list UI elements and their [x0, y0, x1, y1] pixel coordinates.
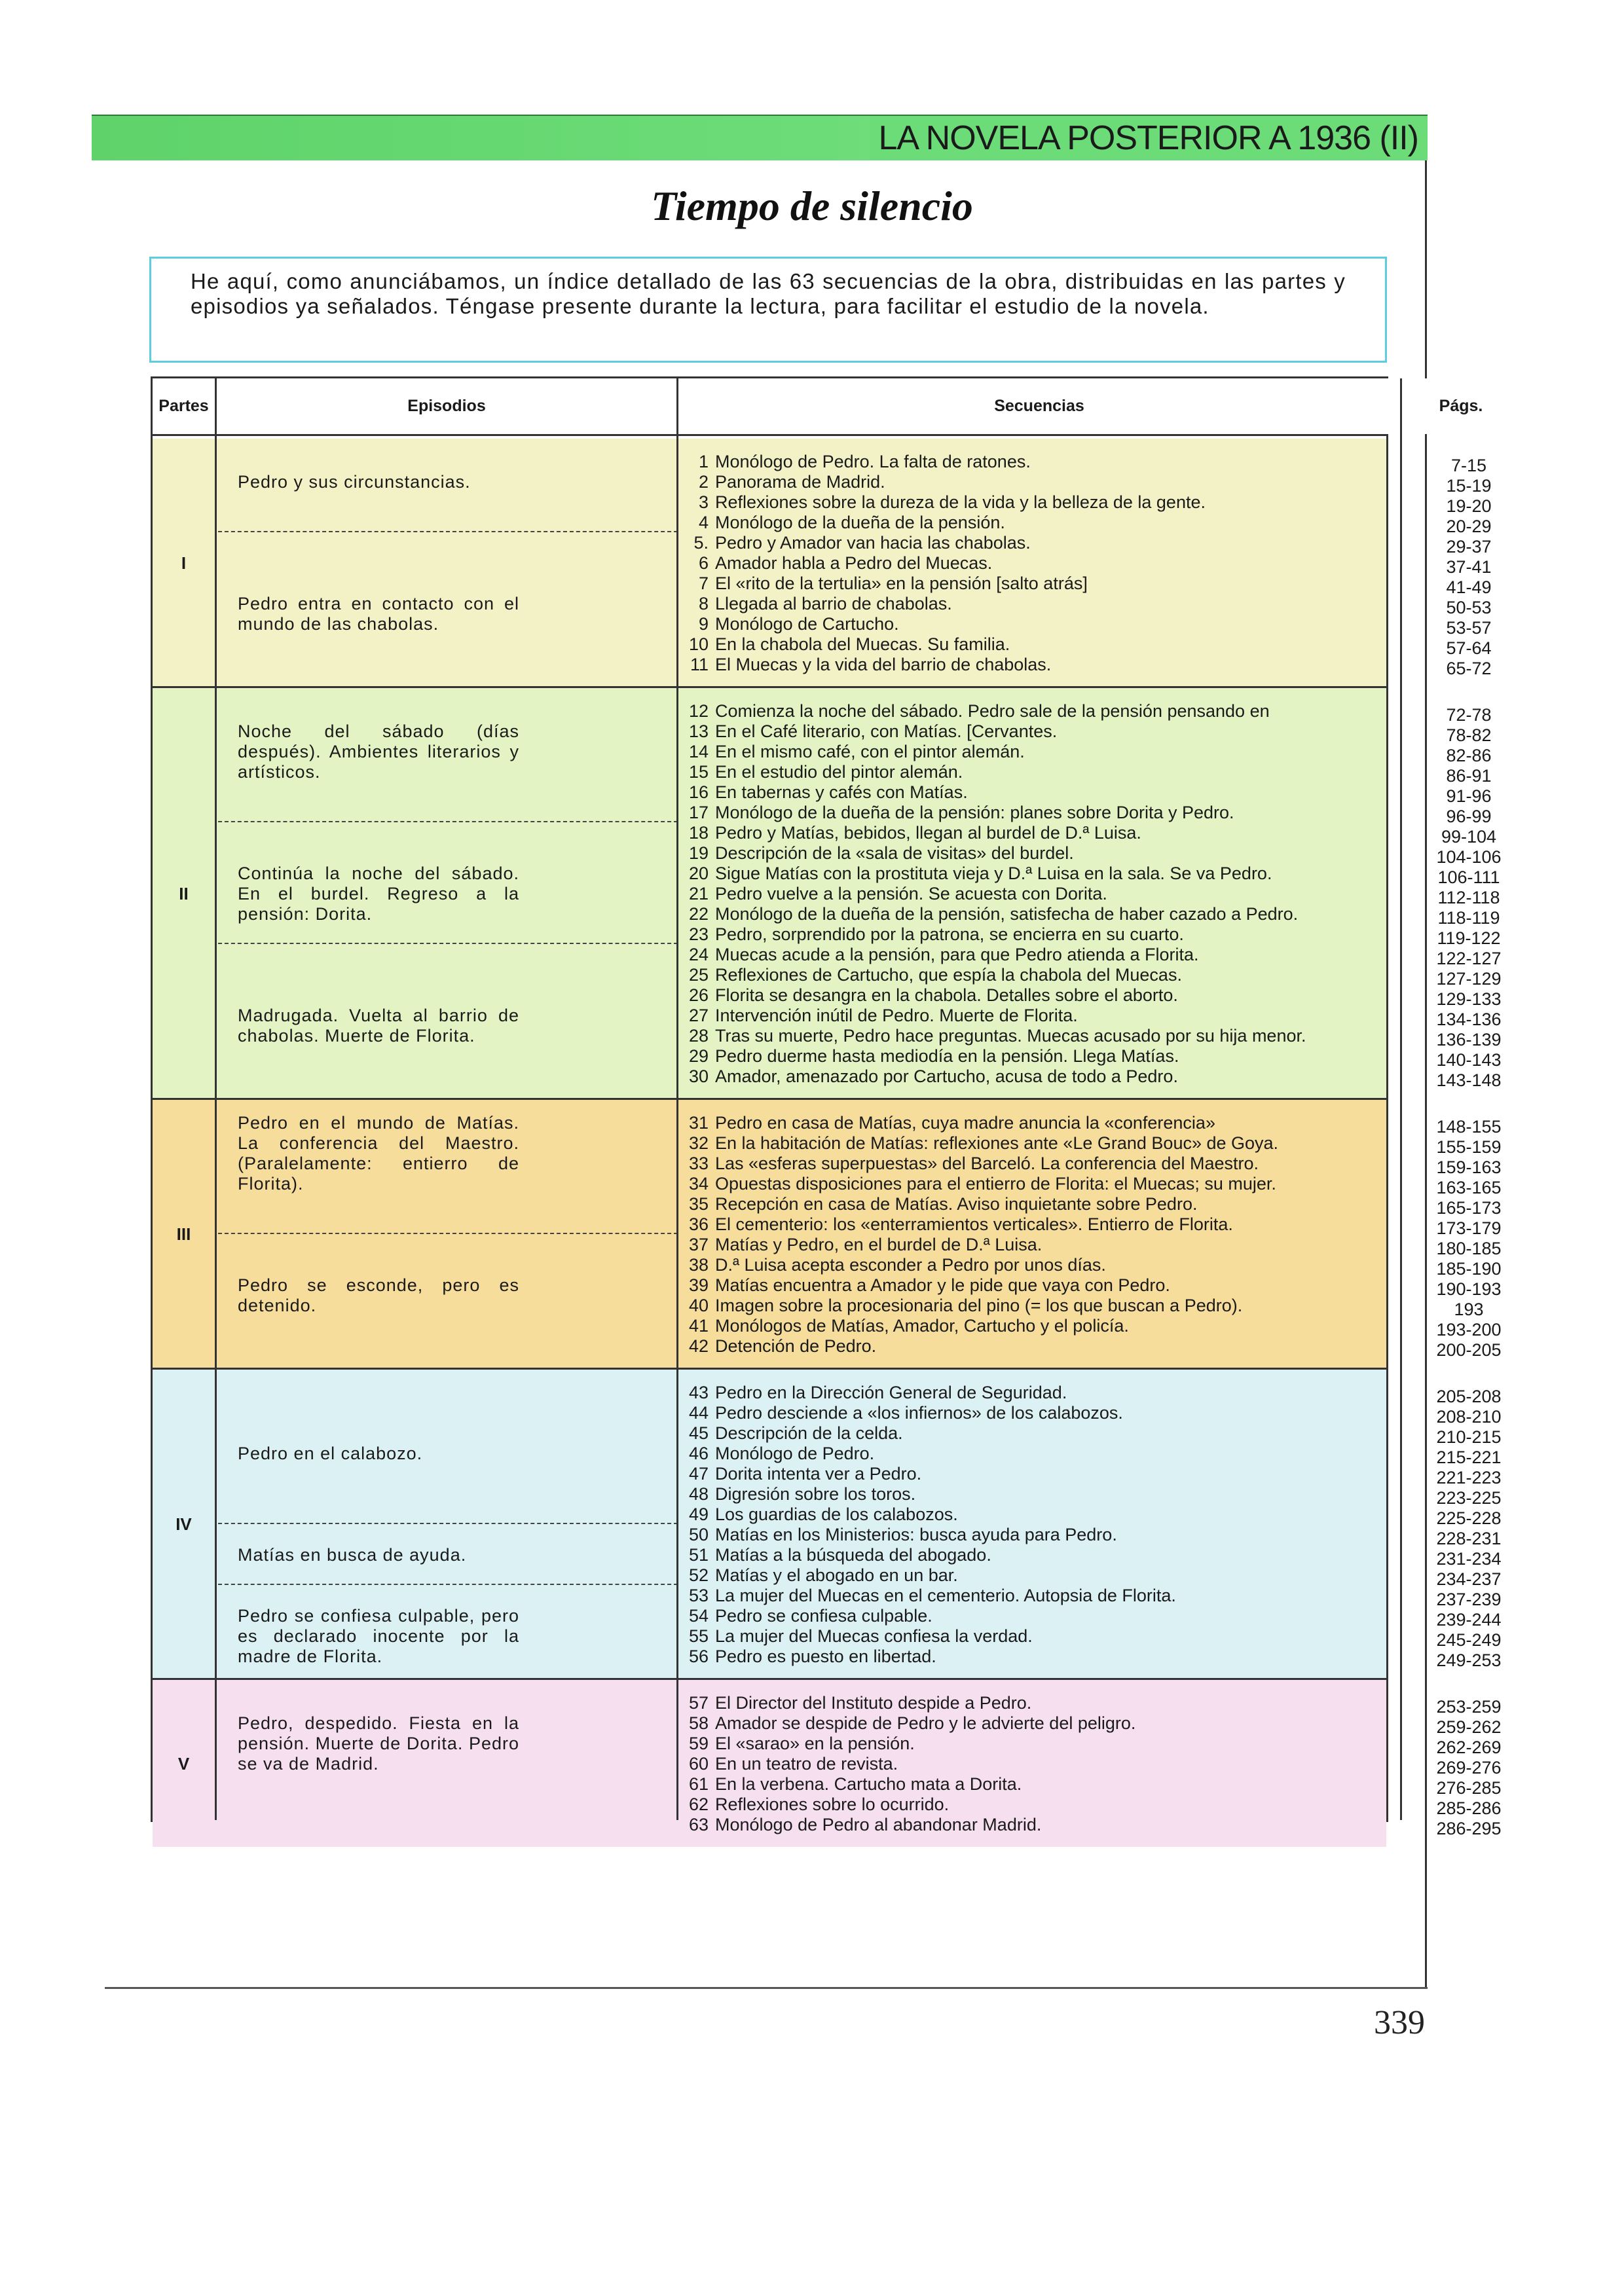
sequence-row — [673, 884, 1403, 904]
sequence-row — [673, 1606, 1403, 1626]
sequence-text: Dorita intenta ver a Pedro. — [715, 1464, 922, 1484]
sequence-number: 9 — [698, 614, 709, 634]
sequence-text: Monólogo de Pedro. La falta de ratones. — [715, 452, 1031, 471]
sequence-text: Intervención inútil de Pedro. Muerte de Florita. — [715, 1006, 1078, 1025]
sequence-text: Los guardias de los calabozos. — [715, 1504, 958, 1524]
sequence-row — [673, 1586, 1403, 1606]
section-title: LA NOVELA POSTERIOR A 1936 (II) — [870, 116, 1428, 160]
sequence-text: Sigue Matías con la prostituta vieja y D.ª Luisa en la sala. Se va Pedro. — [715, 864, 1272, 883]
episode-separator — [218, 1584, 678, 1585]
sequence-pages: 20-29 — [1446, 517, 1492, 536]
sequence-number: 32 — [688, 1133, 709, 1153]
sequence-number: 11 — [690, 655, 709, 674]
sequence-pages: 159-163 — [1436, 1157, 1502, 1177]
sequence-pages: 134-136 — [1436, 1010, 1502, 1029]
part-label: V — [177, 1753, 190, 1774]
sequence-text: Muecas acude a la pensión, para que Pedro atienda a Florita. — [715, 945, 1199, 964]
sequence-pages: 205-208 — [1436, 1387, 1502, 1406]
sequence-number: 23 — [688, 924, 709, 944]
sequence-text: D.ª Luisa acepta esconder a Pedro por unos días. — [715, 1255, 1106, 1275]
sequence-number: 22 — [688, 904, 709, 924]
episode-text: Madrugada. Vuelta al barrio de chabolas. Muerte de Florita. — [238, 1006, 519, 1046]
sequence-number: 35 — [688, 1194, 709, 1214]
sequence-text: Reflexiones sobre la dureza de la vida y la belleza de la gente. — [715, 492, 1206, 512]
sequence-text: Comienza la noche del sábado. Pedro sale de la pensión pensando en — [715, 701, 1270, 721]
sequence-number: 27 — [688, 1006, 709, 1025]
sequence-text: Monólogo de la dueña de la pensión: planes sobre Dorita y Pedro. — [715, 803, 1234, 822]
sequence-number: 15 — [688, 762, 709, 782]
intro-text: He aquí, como anunciábamos, un índice detallado de las 63 secuencias de la obra, distribuidas en las partes y episodios ya señalados. Téngase presente durante la lectura, para facilitar el estudio de la novela. — [191, 269, 1346, 318]
header-secuencias: Secuencias — [678, 378, 1400, 434]
sequence-pages: 286-295 — [1436, 1819, 1502, 1838]
sequence-pages: 193-200 — [1436, 1320, 1502, 1339]
sequence-pages: 112-118 — [1437, 888, 1500, 907]
sequence-text: Matías encuentra a Amador y le pide que vaya con Pedro. — [715, 1275, 1170, 1295]
page-number: 339 — [1374, 2004, 1425, 2041]
sequence-pages: 78-82 — [1446, 725, 1492, 745]
sequence-number: 12 — [688, 701, 709, 721]
sequence-pages: 269-276 — [1436, 1758, 1502, 1777]
sequence-row — [673, 1296, 1403, 1316]
sequence-number: 2 — [698, 472, 709, 492]
sequence-row — [673, 655, 1403, 675]
sequence-pages: 91-96 — [1446, 786, 1492, 806]
sequence-text: El Muecas y la vida del barrio de chabolas. — [715, 655, 1052, 674]
sequence-pages: 262-269 — [1436, 1738, 1502, 1757]
sequence-row — [673, 864, 1403, 884]
sequence-row — [673, 803, 1403, 823]
sequence-number: 52 — [688, 1565, 709, 1585]
sequence-number: 24 — [688, 945, 709, 964]
page-title: Tiempo de silencio — [651, 183, 973, 229]
sequence-row — [673, 634, 1403, 655]
sequence-row — [673, 1423, 1403, 1444]
sequence-row — [673, 513, 1403, 533]
sequence-pages: 65-72 — [1446, 659, 1492, 678]
episode-text: Pedro se confiesa culpable, pero es declarado inocente por la madre de Florita. — [238, 1606, 519, 1666]
sequence-row — [673, 823, 1403, 843]
sequence-text: Matías y Pedro, en el burdel de D.ª Luisa. — [715, 1235, 1043, 1254]
sequence-row — [673, 843, 1403, 864]
sequence-text: El Director del Instituto despide a Pedro. — [715, 1693, 1032, 1713]
part-label: III — [176, 1224, 191, 1244]
sequence-pages: 136-139 — [1436, 1030, 1502, 1049]
sequence-text: En la chabola del Muecas. Su familia. — [715, 634, 1010, 654]
sequence-pages: 228-231 — [1436, 1529, 1502, 1548]
sequence-number: 8 — [698, 594, 709, 613]
sequence-number: 10 — [688, 634, 709, 654]
sequence-number: 39 — [688, 1275, 709, 1295]
sequence-text: Pedro y Matías, bebidos, llegan al burdel de D.ª Luisa. — [715, 823, 1141, 843]
sequence-number: 1 — [698, 452, 709, 471]
sequence-number: 13 — [688, 721, 709, 741]
sequence-number: 41 — [688, 1316, 709, 1336]
sequence-pages: 118-119 — [1437, 908, 1500, 928]
episode-separator — [218, 821, 678, 822]
sequence-row — [673, 574, 1403, 594]
sequence-number: 17 — [688, 803, 709, 822]
sequence-row — [673, 1154, 1403, 1174]
sequence-text: Monólogos de Matías, Amador, Cartucho y el policía. — [715, 1316, 1129, 1336]
sequence-number: 25 — [688, 965, 709, 985]
sequence-row — [673, 1774, 1403, 1795]
sequence-number: 5. — [693, 533, 709, 553]
sequence-text: Las «esferas superpuestas» del Barceló. La conferencia del Maestro. — [715, 1154, 1259, 1173]
sequence-row — [673, 985, 1403, 1006]
sequence-number: 28 — [688, 1026, 709, 1046]
sequence-pages: 200-205 — [1436, 1340, 1502, 1360]
header-divider — [153, 434, 1386, 436]
sequence-pages: 148-155 — [1436, 1117, 1502, 1137]
sequence-number: 31 — [688, 1113, 709, 1133]
episode-text: Pedro, despedido. Fiesta en la pensión. Muerte de Dorita. Pedro se va de Madrid. — [238, 1713, 519, 1774]
sequence-pages: 99-104 — [1441, 827, 1497, 847]
sequence-number: 3 — [698, 492, 709, 512]
sequence-text: En el Café literario, con Matías. [Cervantes. — [715, 721, 1058, 741]
sequence-text: Recepción en casa de Matías. Aviso inquietante sobre Pedro. — [715, 1194, 1198, 1214]
sequence-row — [673, 472, 1403, 492]
sequence-row — [673, 782, 1403, 803]
sequence-text: En el estudio del pintor alemán. — [715, 762, 963, 782]
sequence-pages: 41-49 — [1446, 577, 1492, 597]
sequence-row — [673, 614, 1403, 634]
sequence-row — [673, 1504, 1403, 1525]
sequence-number: 21 — [688, 884, 709, 903]
sequence-number: 53 — [688, 1586, 709, 1605]
sequence-row — [673, 762, 1403, 782]
sequence-row — [673, 1255, 1403, 1275]
episode-text: Continúa la noche del sábado. En el burdel. Regreso a la pensión: Dorita. — [238, 864, 519, 924]
sequence-text: Descripción de la celda. — [715, 1423, 903, 1443]
part-label: IV — [175, 1514, 192, 1534]
sequence-pages: 237-239 — [1436, 1590, 1502, 1609]
sequence-text: Opuestas disposiciones para el entierro de Florita: el Muecas; su mujer. — [715, 1174, 1276, 1194]
sequence-row — [673, 1174, 1403, 1194]
sequence-pages: 249-253 — [1436, 1650, 1502, 1670]
sequence-pages: 119-122 — [1437, 928, 1501, 948]
sequence-pages: 53-57 — [1446, 618, 1492, 638]
sequence-number: 4 — [698, 513, 709, 532]
sequence-pages: 57-64 — [1446, 638, 1492, 658]
sequence-pages: 173-179 — [1436, 1218, 1502, 1238]
sequence-row — [673, 1194, 1403, 1214]
sequence-pages: 234-237 — [1436, 1569, 1502, 1589]
sequence-number: 58 — [688, 1713, 709, 1733]
sequence-text: Reflexiones de Cartucho, que espía la chabola del Muecas. — [715, 965, 1182, 985]
sequence-text: Amador habla a Pedro del Muecas. — [715, 553, 993, 573]
sequence-row — [673, 1214, 1403, 1235]
column-divider — [1400, 378, 1402, 1820]
sequence-text: Pedro y Amador van hacia las chabolas. — [715, 533, 1031, 553]
sequence-row — [673, 1693, 1403, 1713]
sequence-pages: 155-159 — [1436, 1137, 1502, 1157]
episode-separator — [218, 1523, 678, 1524]
sequence-text: Monólogo de Pedro. — [715, 1444, 875, 1463]
sequence-number: 40 — [688, 1296, 709, 1315]
sequence-row — [673, 1403, 1403, 1423]
sequence-number: 7 — [698, 574, 709, 593]
sequence-pages: 180-185 — [1436, 1239, 1502, 1258]
sequence-row — [673, 1026, 1403, 1046]
sequence-text: Pedro en la Dirección General de Seguridad. — [715, 1383, 1067, 1402]
sequence-number: 55 — [688, 1626, 709, 1646]
sequence-row — [673, 945, 1403, 965]
sequence-row — [673, 533, 1403, 553]
sequence-pages: 104-106 — [1436, 847, 1502, 867]
episode-text: Pedro en el mundo de Matías. La conferencia del Maestro. (Paralelamente: entierro de Florita). — [238, 1113, 519, 1194]
sequence-number: 37 — [688, 1235, 709, 1254]
sequence-pages: 127-129 — [1436, 969, 1502, 989]
episode-text: Pedro y sus circunstancias. — [238, 472, 471, 492]
sequence-text: Detención de Pedro. — [715, 1336, 877, 1356]
sequence-row — [673, 1815, 1403, 1835]
sequence-number: 29 — [688, 1046, 709, 1066]
sequence-pages: 165-173 — [1436, 1198, 1502, 1218]
intro-box — [149, 257, 1387, 363]
sequence-row — [673, 1713, 1403, 1734]
sequence-number: 50 — [688, 1525, 709, 1544]
episode-text: Pedro se esconde, pero es detenido. — [238, 1275, 519, 1315]
sequence-pages: 50-53 — [1446, 598, 1492, 617]
episode-text: Matías en busca de ayuda. — [238, 1545, 467, 1565]
sequence-pages: 245-249 — [1436, 1630, 1502, 1650]
sequence-pages: 122-127 — [1436, 949, 1502, 968]
sequence-text: En la verbena. Cartucho mata a Dorita. — [715, 1774, 1022, 1794]
sequence-text: En tabernas y cafés con Matías. — [715, 782, 968, 802]
sequence-number: 62 — [688, 1795, 709, 1814]
episode-text: Pedro en el calabozo. — [238, 1444, 423, 1463]
sequence-pages: 276-285 — [1436, 1778, 1502, 1798]
sequence-pages: 210-215 — [1436, 1427, 1502, 1447]
sequence-pages: 190-193 — [1436, 1279, 1502, 1299]
sequence-row — [673, 553, 1403, 574]
sequence-number: 14 — [688, 742, 709, 761]
sequence-row — [673, 924, 1403, 945]
sequence-number: 20 — [688, 864, 709, 883]
sequence-number: 56 — [688, 1647, 709, 1666]
sequence-number: 34 — [688, 1174, 709, 1194]
sequence-number: 60 — [688, 1754, 709, 1774]
sequence-row — [673, 1795, 1403, 1815]
sequence-number: 46 — [688, 1444, 709, 1463]
sequence-text: Pedro es puesto en libertad. — [715, 1647, 936, 1666]
sequence-row — [673, 1565, 1403, 1586]
sequence-pages: 29-37 — [1446, 537, 1492, 556]
sequence-text: Matías en los Ministerios: busca ayuda para Pedro. — [715, 1525, 1117, 1544]
sequence-number: 61 — [688, 1774, 709, 1794]
sequence-number: 45 — [688, 1423, 709, 1443]
sequence-number: 38 — [688, 1255, 709, 1275]
sequence-row — [673, 1113, 1403, 1133]
sequence-row — [673, 1647, 1403, 1667]
sequence-text: Pedro duerme hasta mediodía en la pensión. Llega Matías. — [715, 1046, 1179, 1066]
sequence-number: 16 — [688, 782, 709, 802]
sequence-number: 57 — [688, 1693, 709, 1713]
sequence-pages: 96-99 — [1446, 807, 1492, 826]
sequence-row — [673, 492, 1403, 513]
header-pags: Págs. — [1402, 378, 1520, 434]
sequence-row — [673, 1484, 1403, 1504]
sequence-text: Pedro desciende a «los infiernos» de los calabozos. — [715, 1403, 1123, 1423]
sequence-text: La mujer del Muecas en el cementerio. Autopsia de Florita. — [715, 1586, 1176, 1605]
sequence-pages: 72-78 — [1446, 705, 1492, 725]
part-label: II — [179, 883, 189, 903]
sequence-text: El «rito de la tertulia» en la pensión [salto atrás] — [715, 574, 1088, 593]
sequence-number: 26 — [688, 985, 709, 1005]
sequence-pages: 19-20 — [1446, 496, 1492, 516]
sequence-number: 6 — [698, 553, 709, 573]
sequence-pages: 82-86 — [1446, 746, 1492, 765]
sequence-row — [673, 1066, 1403, 1087]
sequence-number: 44 — [688, 1403, 709, 1423]
sequence-pages: 86-91 — [1446, 766, 1492, 786]
sequence-text: Llegada al barrio de chabolas. — [715, 594, 952, 613]
header-episodios: Episodios — [217, 378, 676, 434]
sequence-row — [673, 904, 1403, 924]
sequence-text: Reflexiones sobre lo ocurrido. — [715, 1795, 950, 1814]
section-header-bar — [92, 115, 1428, 160]
episode-separator — [218, 943, 678, 944]
sequence-pages: 15-19 — [1446, 476, 1492, 496]
sequence-text: Monólogo de la dueña de la pensión, satisfecha de haber cazado a Pedro. — [715, 904, 1299, 924]
sequence-pages: 259-262 — [1436, 1717, 1502, 1737]
sequence-text: Panorama de Madrid. — [715, 472, 885, 492]
sequence-text: El cementerio: los «enterramientos verticales». Entierro de Florita. — [715, 1214, 1233, 1234]
sequence-text: Matías y el abogado en un bar. — [715, 1565, 958, 1585]
sequence-row — [673, 701, 1403, 721]
column-divider — [676, 378, 678, 1820]
sequence-number: 42 — [688, 1336, 709, 1356]
sequence-pages: 253-259 — [1436, 1697, 1502, 1717]
sequence-text: Monólogo de la dueña de la pensión. — [715, 513, 1005, 532]
sequence-row — [673, 1336, 1403, 1357]
sequence-row — [673, 1133, 1403, 1154]
sequence-pages: 285-286 — [1436, 1798, 1502, 1818]
sequence-number: 43 — [688, 1383, 709, 1402]
sequence-number: 30 — [688, 1066, 709, 1086]
sequence-row — [673, 1383, 1403, 1403]
sequence-pages: 185-190 — [1436, 1259, 1502, 1279]
sequence-row — [673, 1464, 1403, 1484]
sequence-number: 51 — [688, 1545, 709, 1565]
sequence-number: 19 — [688, 843, 709, 863]
column-divider — [215, 378, 217, 1820]
bottom-rule — [105, 1987, 1428, 1989]
sequence-text: Florita se desangra en la chabola. Detalles sobre el aborto. — [715, 985, 1178, 1005]
sequence-pages: 223-225 — [1436, 1488, 1502, 1508]
sequence-row — [673, 742, 1403, 762]
sequence-row — [673, 1545, 1403, 1565]
sequence-pages: 37-41 — [1446, 557, 1492, 577]
sequence-pages: 7-15 — [1450, 456, 1487, 475]
episode-separator — [218, 531, 678, 532]
sequence-row — [673, 965, 1403, 985]
sequence-pages: 208-210 — [1436, 1407, 1502, 1427]
episode-text: Pedro entra en contacto con el mundo de las chabolas. — [238, 594, 519, 634]
sequence-text: La mujer del Muecas confiesa la verdad. — [715, 1626, 1033, 1646]
sequence-pages: 129-133 — [1436, 989, 1502, 1009]
sequence-row — [673, 1316, 1403, 1336]
sequence-text: Matías a la búsqueda del abogado. — [715, 1545, 991, 1565]
sequence-index-table — [151, 376, 1502, 1838]
sequence-text: Imagen sobre la procesionaria del pino (= los que buscan a Pedro). — [715, 1296, 1243, 1315]
sequence-pages: 215-221 — [1436, 1448, 1502, 1467]
sequence-number: 63 — [688, 1815, 709, 1834]
episode-separator — [218, 1233, 678, 1234]
sequence-row — [673, 1275, 1403, 1296]
part-label: I — [181, 553, 187, 573]
sequence-text: El «sarao» en la pensión. — [715, 1734, 915, 1753]
sequence-number: 49 — [688, 1504, 709, 1524]
sequence-pages: 225-228 — [1436, 1508, 1502, 1528]
sequence-number: 47 — [688, 1464, 709, 1484]
sequence-text: Monólogo de Cartucho. — [715, 614, 899, 634]
sequence-text: En la habitación de Matías: reflexiones ante «Le Grand Bouc» de Goya. — [715, 1133, 1279, 1153]
sequence-row — [673, 452, 1403, 472]
sequence-pages: 106-111 — [1437, 867, 1500, 887]
sequence-text: Pedro, sorprendido por la patrona, se encierra en su cuarto. — [715, 924, 1184, 944]
episode-text: Noche del sábado (días después). Ambientes literarios y artísticos. — [238, 721, 519, 782]
sequence-row — [673, 1444, 1403, 1464]
sequence-number: 33 — [688, 1154, 709, 1173]
sequence-row — [673, 1046, 1403, 1066]
sequence-text: En un teatro de revista. — [715, 1754, 898, 1774]
sequence-number: 59 — [688, 1734, 709, 1753]
sequence-row — [673, 594, 1403, 614]
sequence-row — [673, 1235, 1403, 1255]
sequence-number: 36 — [688, 1214, 709, 1234]
header-partes: Partes — [153, 378, 215, 434]
sequence-pages: 163-165 — [1436, 1178, 1502, 1197]
sequence-row — [673, 721, 1403, 742]
sequence-pages: 239-244 — [1436, 1610, 1502, 1630]
sequence-text: Amador se despide de Pedro y le advierte del peligro. — [715, 1713, 1136, 1733]
sequence-text: En el mismo café, con el pintor alemán. — [715, 742, 1025, 761]
sequence-text: Pedro se confiesa culpable. — [715, 1606, 932, 1626]
sequence-text: Monólogo de Pedro al abandonar Madrid. — [715, 1815, 1042, 1834]
sequence-number: 54 — [688, 1606, 709, 1626]
sequence-text: Descripción de la «sala de visitas» del burdel. — [715, 843, 1074, 863]
sequence-pages: 231-234 — [1436, 1549, 1502, 1569]
sequence-number: 18 — [688, 823, 709, 843]
sequence-text: Tras su muerte, Pedro hace preguntas. Muecas acusado por su hija menor. — [715, 1026, 1306, 1046]
sequence-text: Pedro vuelve a la pensión. Se acuesta con Dorita. — [715, 884, 1107, 903]
sequence-text: Pedro en casa de Matías, cuya madre anuncia la «conferencia» — [715, 1113, 1215, 1133]
sequence-pages: 143-148 — [1436, 1070, 1502, 1090]
sequence-pages: 221-223 — [1436, 1468, 1502, 1487]
sequence-pages: 193 — [1454, 1300, 1484, 1319]
sequence-pages: 140-143 — [1436, 1050, 1502, 1070]
sequence-row — [673, 1754, 1403, 1774]
sequence-text: Amador, amenazado por Cartucho, acusa de todo a Pedro. — [715, 1066, 1178, 1086]
sequence-row — [673, 1525, 1403, 1545]
sequence-text: Digresión sobre los toros. — [715, 1484, 916, 1504]
sequence-row — [673, 1734, 1403, 1754]
sequence-number: 48 — [688, 1484, 709, 1504]
sequence-row — [673, 1006, 1403, 1026]
sequence-row — [673, 1626, 1403, 1647]
